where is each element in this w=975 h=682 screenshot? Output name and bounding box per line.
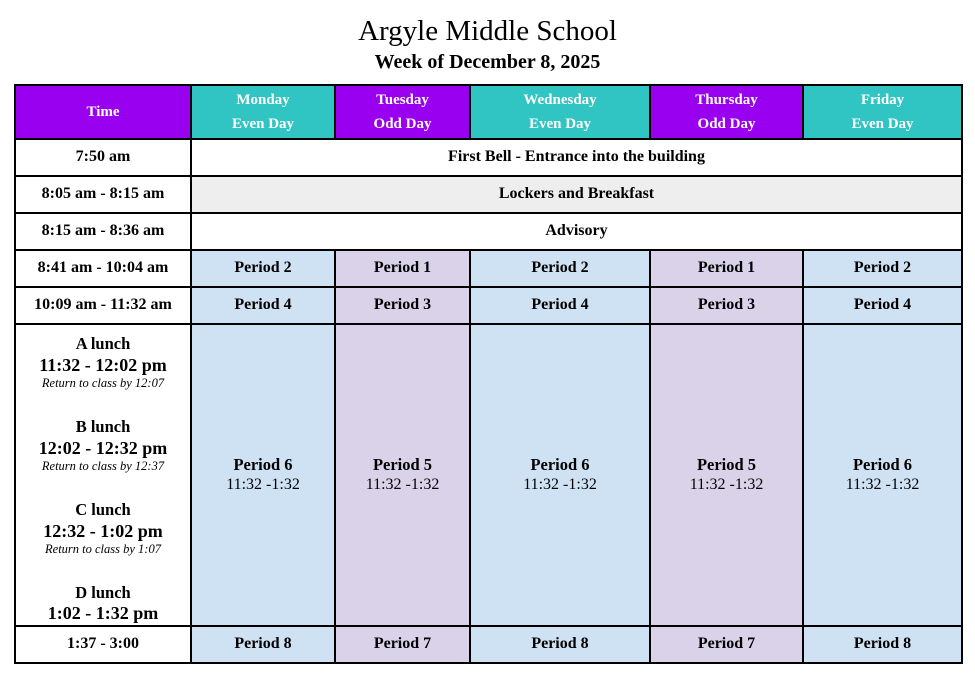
lunch-note: Return to class by 12:07	[41, 376, 165, 391]
period-cell-monday: Period 2	[191, 250, 335, 287]
period-cell-friday: Period 4	[803, 287, 962, 324]
event-cell: Lockers and Breakfast	[191, 176, 962, 213]
header-label: Time	[86, 103, 120, 120]
period-cell-friday: Period 8	[803, 626, 962, 663]
header-day-type: Even Day	[231, 115, 295, 132]
header-day-type: Even Day	[528, 115, 592, 132]
row-period-8	[15, 626, 962, 663]
period-time: 11:32 -1:32	[226, 476, 300, 494]
header-row	[15, 85, 962, 139]
period-cell-monday: Period 8	[191, 626, 335, 663]
period-label: Period 6	[530, 454, 590, 474]
column-header-time	[15, 85, 191, 139]
event-cell: Advisory	[191, 213, 962, 250]
period-cell-wednesday: Period 8	[470, 626, 650, 663]
period-cell-wednesday: Period 4	[470, 287, 650, 324]
period-cell-tuesday	[335, 324, 470, 626]
lunch-name: B lunch	[75, 416, 131, 436]
lunch-block-c	[16, 500, 190, 558]
time-cell: 8:05 am - 8:15 am	[15, 176, 191, 213]
lunch-block-b	[16, 417, 190, 475]
lunch-name: A lunch	[75, 333, 131, 353]
header-day-type: Odd Day	[373, 115, 432, 132]
column-header-tuesday	[335, 85, 470, 139]
period-cell-tuesday: Period 7	[335, 626, 470, 663]
header-day: Monday	[236, 91, 290, 108]
row-advisory	[15, 213, 962, 250]
lunch-block-d	[16, 583, 190, 625]
period-cell-thursday	[650, 324, 803, 626]
header-day: Thursday	[695, 91, 758, 108]
period-cell-wednesday: Period 2	[470, 250, 650, 287]
period-cell-friday: Period 2	[803, 250, 962, 287]
row-period-2	[15, 287, 962, 324]
row-lunch	[15, 324, 962, 626]
header-day-type: Odd Day	[697, 115, 756, 132]
lunch-note: Return to class by 12:37	[41, 459, 165, 474]
time-cell: 7:50 am	[15, 139, 191, 176]
header-day: Wednesday	[523, 91, 597, 108]
period-label: Period 5	[696, 454, 757, 474]
period-cell-wednesday	[470, 324, 650, 626]
lunch-time: 1:02 - 1:32 pm	[47, 603, 159, 624]
page-subtitle: Week of December 8, 2025	[374, 50, 601, 73]
lunch-time: 12:32 - 1:02 pm	[43, 520, 163, 541]
time-cell: 8:15 am - 8:36 am	[15, 213, 191, 250]
lunch-name: C lunch	[75, 499, 131, 519]
period-label: Period 6	[852, 454, 913, 474]
title-block	[0, 0, 975, 73]
column-header-thursday	[650, 85, 803, 139]
schedule-table	[14, 84, 963, 664]
period-cell-monday: Period 4	[191, 287, 335, 324]
time-cell: 10:09 am - 11:32 am	[15, 287, 191, 324]
period-cell-tuesday: Period 1	[335, 250, 470, 287]
period-cell-thursday: Period 1	[650, 250, 803, 287]
header-day-type: Even Day	[851, 115, 914, 132]
row-lockers-breakfast	[15, 176, 962, 213]
time-cell: 8:41 am - 10:04 am	[15, 250, 191, 287]
column-header-wednesday	[470, 85, 650, 139]
lunch-note: Return to class by 1:07	[45, 542, 161, 557]
period-cell-tuesday: Period 3	[335, 287, 470, 324]
column-header-friday	[803, 85, 962, 139]
period-time: 11:32 -1:32	[689, 476, 764, 494]
period-time: 11:32 -1:32	[365, 476, 440, 494]
event-cell: First Bell - Entrance into the building	[191, 139, 962, 176]
period-cell-thursday: Period 3	[650, 287, 803, 324]
lunch-name: D lunch	[75, 582, 131, 602]
lunch-block-a	[16, 334, 190, 392]
lunch-time: 12:02 - 12:32 pm	[38, 437, 168, 458]
lunch-schedule-cell	[15, 324, 191, 626]
period-label: Period 5	[372, 454, 433, 474]
time-cell: 1:37 - 3:00	[15, 626, 191, 663]
period-time: 11:32 -1:32	[845, 476, 920, 494]
period-time: 11:32 -1:32	[523, 476, 597, 494]
header-day: Friday	[860, 91, 905, 108]
row-period-1	[15, 250, 962, 287]
period-label: Period 6	[233, 454, 293, 474]
lunch-time: 11:32 - 12:02 pm	[39, 354, 167, 375]
period-cell-thursday: Period 7	[650, 626, 803, 663]
column-header-monday	[191, 85, 335, 139]
header-day: Tuesday	[376, 91, 429, 108]
period-cell-friday	[803, 324, 962, 626]
page-title: Argyle Middle School	[358, 15, 617, 47]
period-cell-monday	[191, 324, 335, 626]
row-first-bell	[15, 139, 962, 176]
